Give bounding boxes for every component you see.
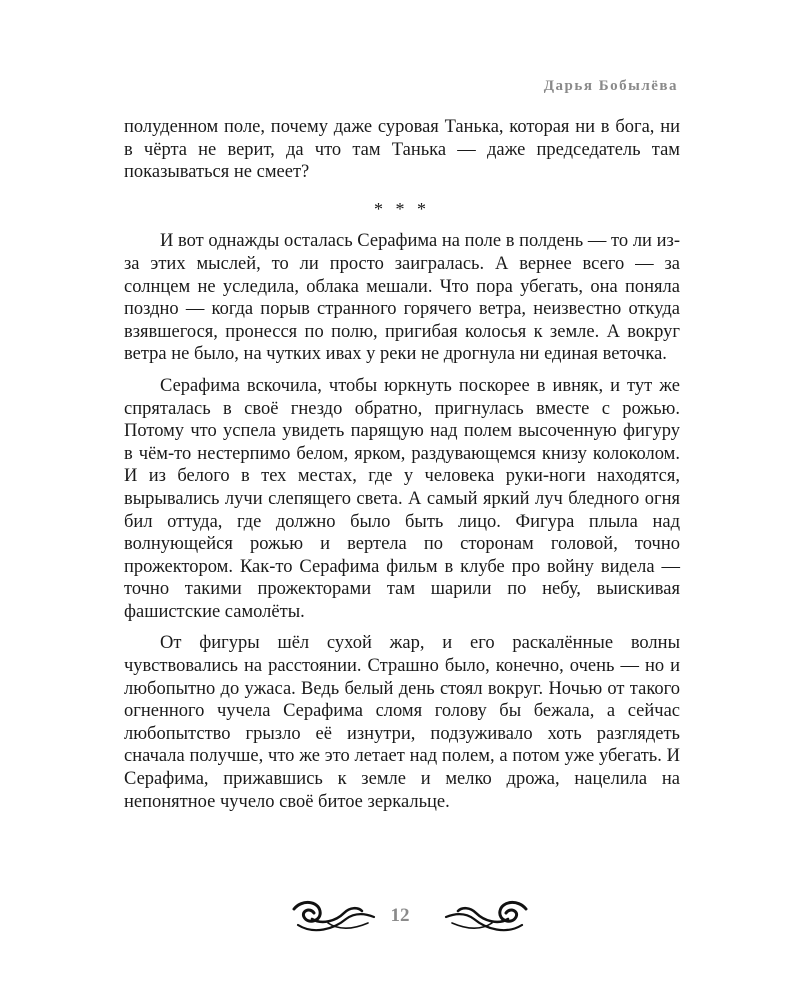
flourish-left-icon bbox=[288, 895, 378, 939]
paragraph: От фигуры шёл сухой жар, и его раскалённые волны чувствовались на расстоянии. Страшно было, конечно, очень — но и любопытно до ужаса. Ведь белый день стоял вокруг. Ночью от такого огненного чучела Серафима сломя голову бы бежала, а сейчас любопытство грызло её изнутри, подзуживало хоть разглядеть сначала получше, что же это летает над полем, а потом уже убегать. И Серафима, прижавшись к земле и мелко дрожа, нацелила на непонятное чучело своё битое зеркальце. bbox=[124, 633, 680, 812]
page-footer bbox=[0, 895, 800, 945]
section-separator: * * * bbox=[374, 198, 430, 219]
page-number: 12 bbox=[390, 905, 410, 926]
running-head-author: Дарья Бобылёва bbox=[543, 78, 678, 94]
flourish-right-icon bbox=[442, 895, 532, 939]
paragraph-continued: полуденном поле, почему даже суровая Танька, которая ни в бога, ни в чёрта не верит, да что там Танька — даже председатель там показываться не смеет? bbox=[124, 117, 680, 183]
body-text bbox=[124, 116, 680, 822]
paragraph: Серафима вскочила, чтобы юркнуть поскорее в ивняк, и тут же спряталась в своё гнездо обратно, пригнулась вместе с рожью. Потому что успела увидеть парящую над полем высоченную фигуру в чём-то нестерпимо белом, ярком, раздувающемся книзу колоколом. И из белого в тех местах, где у человека руки-ноги находятся, вырывались лучи слепящего света. А самый яркий луч бледного огня бил оттуда, где должно было быть лицо. Фигура плыла над волнующейся рожью и вертела по сторонам головой, точно прожектором. Как-то Серафима фильм в клубе про войну видела — точно такими прожекторами там шарили по небу, выискивая фашистские самолёты. bbox=[124, 375, 680, 622]
paragraph: И вот однажды осталась Серафима на поле в полдень — то ли из-за этих мыслей, то ли просто заигралась. А вернее всего — за солнцем не уследила, облака мешали. Что пора убегать, она поняла поздно — когда порыв странного горячего ветра, неизвестно откуда взявшегося, пронесся по полю, пригибая колосья к земле. А вокруг ветра не было, на чутких ивах у реки не дрогнула ни единая веточка. bbox=[124, 231, 680, 365]
